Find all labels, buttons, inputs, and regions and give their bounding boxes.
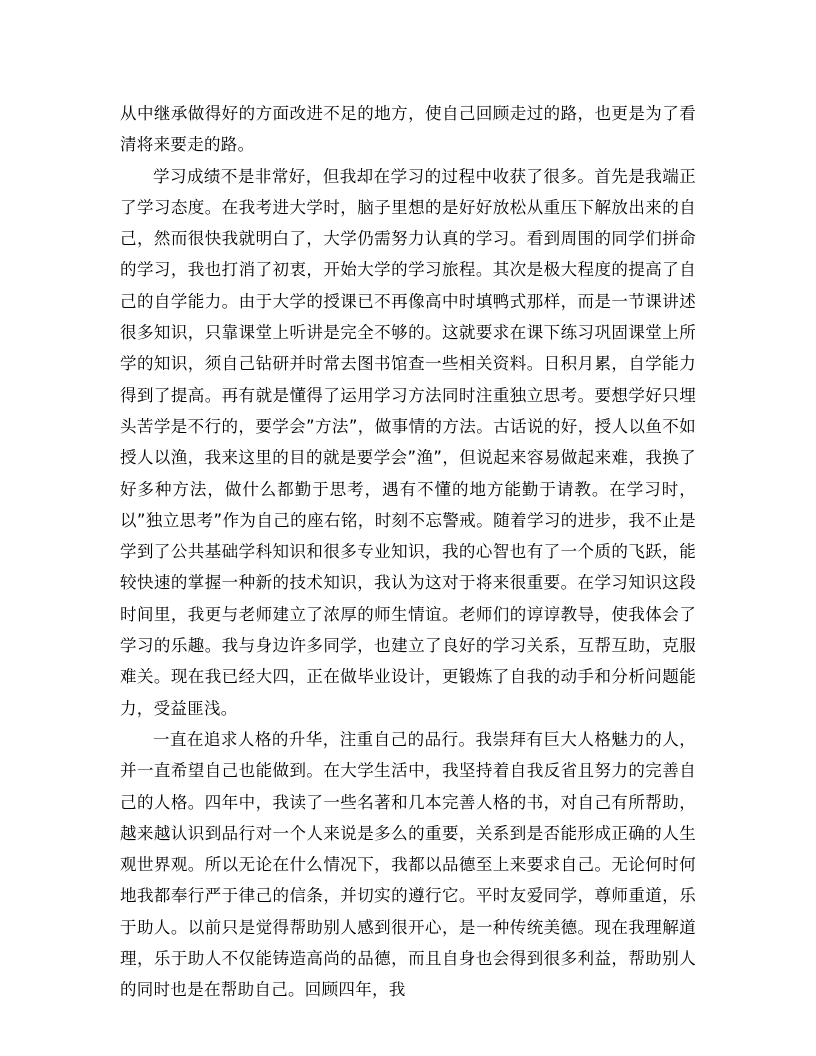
document-body [120,98,696,1006]
paragraph-2: 学习成绩不是非常好，但我却在学习的过程中收获了很多。首先是我端正了学习态度。在我考进大学时，脑子里想的是好好放松从重压下解放出来的自己，然而很快我就明白了，大学仍需努力认真的学习。看到周围的同学们拼命的学习，我也打消了初衷，开始大学的学习旅程。其次是极大程度的提高了自己的自学能力。由于大学的授课已不再像高中时填鸭式那样，而是一节课讲述很多知识，只靠课堂上听讲是完全不够的。这就要求在课下练习巩固课堂上所学的知识，须自己钻研并时常去图书馆查一些相关资料。日积月累，自学能力得到了提高。再有就是懂得了运用学习方法同时注重独立思考。要想学好只埋头苦学是不行的，要学会”方法”，做事情的方法。古话说的好，授人以鱼不如授人以渔，我来这里的目的就是要学会”渔”，但说起来容易做起来难，我换了好多种方法，做什么都勤于思考，遇有不懂的地方能勤于请教。在学习时，以”独立思考”作为自己的座右铭，时刻不忘警戒。随着学习的进步，我不止是学到了公共基础学科知识和很多专业知识，我的心智也有了一个质的飞跃，能较快速的掌握一种新的技术知识，我认为这对于将来很重要。在学习知识这段时间里，我更与老师建立了浓厚的师生情谊。老师们的谆谆教导，使我体会了学习的乐趣。我与身边许多同学，也建立了良好的学习关系，互帮互助，克服难关。现在我已经大四，正在做毕业设计，更锻炼了自我的动手和分析问题能力，受益匪浅。 [120,166,696,718]
paragraph-3: 一直在追求人格的升华，注重自己的品行。我崇拜有巨大人格魅力的人，并一直希望自己也能做到。在大学生活中，我坚持着自我反省且努力的完善自己的人格。四年中，我读了一些名著和几本完善人格的书，对自己有所帮助，越来越认识到品行对一个人来说是多么的重要，关系到是否能形成正确的人生观世界观。所以无论在什么情况下，我都以品德至上来要求自己。无论何时何地我都奉行严于律己的信条，并切实的遵行它。平时友爱同学，尊师重道，乐于助人。以前只是觉得帮助别人感到很开心，是一种传统美德。现在我理解道理，乐于助人不仅能铸造高尚的品德，而且自身也会得到很多利益，帮助别人的同时也是在帮助自己。回顾四年，我 [120,729,696,1000]
paragraph-1: 从中继承做得好的方面改进不足的地方，使自己回顾走过的路，也更是为了看清将来要走的路。 [120,104,696,155]
